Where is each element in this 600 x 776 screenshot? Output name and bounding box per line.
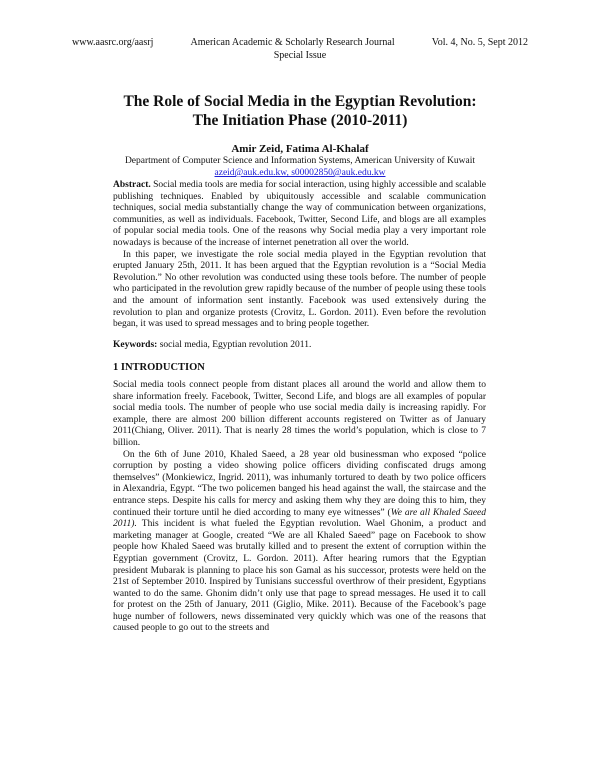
author-emails[interactable]: azeid@auk.edu.kw, s00002850@auk.edu.kw xyxy=(214,168,386,178)
introduction-text-2a: On the 6th of June 2010, Khaled Saeed, a 28 year old businessman who exposed “police corruption by posting a video showing police officers dividing confiscated drugs among themselves” (Monkiewicz, Ingrid. 2011), was inhumanly tortured to death by two police officers in Alexandria, Egypt. “The two policemen banged his head against the wall, the staircase and the entrance steps. Despite his calls for mercy and asking them why they are doing this to him, they continued their torture until he died according to many eye witnesses” ( xyxy=(113,449,486,518)
authors: Amir Zeid, Fatima Al-Khalaf xyxy=(231,143,369,155)
introduction-paragraph-2 xyxy=(113,450,486,636)
keywords xyxy=(113,339,486,351)
keywords-label: Keywords: xyxy=(113,340,158,350)
abstract-label: Abstract. xyxy=(113,180,151,190)
section-heading-introduction: 1 INTRODUCTION xyxy=(113,362,205,373)
special-issue-label: Special Issue xyxy=(273,50,327,61)
abstract-text-1: Social media tools are media for social interaction, using highly accessible and scalable publishing techniques. Enabled by ubiquitously accessible and scalable communication techniques, social media substantially change the way of communication between organizations, communities, as well as individuals. Facebook, Twitter, Second Life, and blogs are all examples of popular social media tools. One of the reasons why Social media play a very important role nowadays is because of the increase of internet penetration all over the world. xyxy=(113,180,487,248)
journal-url[interactable]: www.aasrc.org/aasrj xyxy=(72,37,154,48)
journal-name: American Academic & Scholarly Research Journal xyxy=(190,37,395,48)
abstract-paragraph-1 xyxy=(113,180,486,250)
keywords-text: social media, Egyptian revolution 2011. xyxy=(157,340,312,350)
title-line-2: The Initiation Phase (2010-2011) xyxy=(192,112,408,129)
introduction-text-2b: This incident is what fueled the Egyptian revolution. Wael Ghonim, a product and marketing manager at Google, created “We are all Khaled Saeed” page on Facebook to show people how Khaled Saeed was brutally killed and to present the extent of corruption within the Egyptian government (Crovitz, L. Gordon. 2011). After hearing rumors that the Egyptian president Mubarak is planning to place his son Gamal as his successor, protests were held on the 21st of September 2010. Inspired by Tunisians successful overthrow of their president, Egyptians wanted to do the same. Ghonim didn’t only use that page to spread messages. He used it to call for protest on the 25th of January, 2011 (Giglio, Mike. 2011). Because of the Facebook’s page huge number of followers, news disseminated very quickly which was one of the reasons that caused people to go out to the streets and xyxy=(113,519,486,634)
journal-volume: Vol. 4, No. 5, Sept 2012 xyxy=(431,37,528,48)
introduction-body xyxy=(113,380,486,635)
affiliation-block xyxy=(72,155,528,179)
running-header-line xyxy=(72,36,528,49)
affiliation: Department of Computer Science and Information Systems, American University of Kuwait xyxy=(124,156,476,166)
abstract xyxy=(113,180,486,331)
introduction-paragraph-1: Social media tools connect people from distant places all around the world and allow them to share information freely. Facebook, Twitter, Second Life, and blogs are all examples of popular social media tools. The number of people who use social media daily is increasing rapidly. For example, there are almost 200 billion different accounts registered on Twitter as of January 2011(Chiang, Oliver. 2011). That is nearly 28 times the world’s population, which is close to 7 billion. xyxy=(113,380,486,448)
introduction-citation-italic: We are all Khaled Saeed 2011). xyxy=(113,507,487,530)
paper-title xyxy=(72,92,528,130)
title-line-1: The Role of Social Media in the Egyptian Revolution: xyxy=(123,93,477,110)
abstract-paragraph-2: In this paper, we investigate the role social media played in the Egyptian revolution that erupted January 25th, 2011. It has been argued that the Egyptian revolution is a “Social Media Revolution.” No other revolution was conducted using these tools before. The number of people who participated in the revolution grew rapidly because of the number of people using these tools and the amount of information sent instantly. Facebook was used extensively during the revolution to plan and organize protests (Crovitz, L. Gordon. 2011). Even before the revolution began, it was used to spread messages and to bring people together. xyxy=(113,249,486,330)
running-header xyxy=(72,36,528,62)
